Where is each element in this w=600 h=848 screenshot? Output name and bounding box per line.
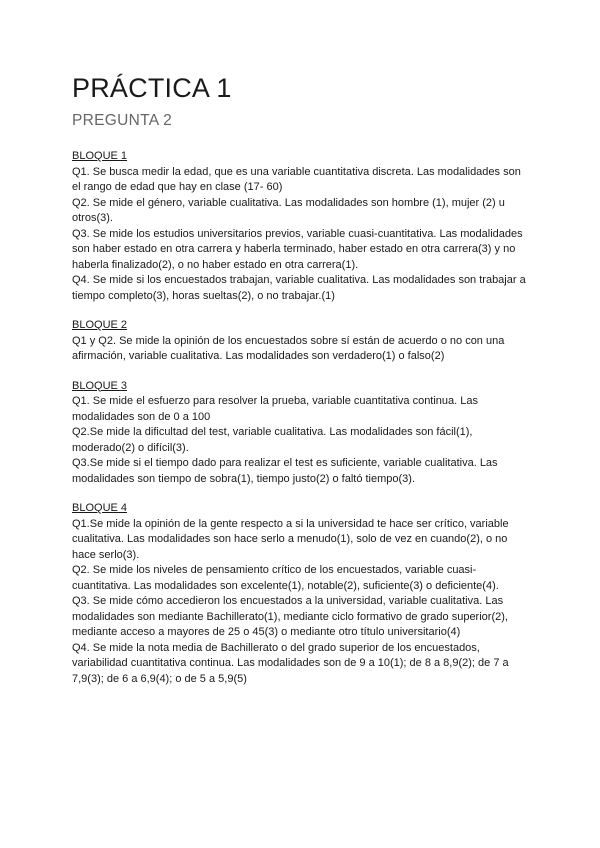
block-4-q2: Q2. Se mide los niveles de pensamiento crítico de los encuestados, variable cuasi-cuantitativa. Las modalidades son excelente(1), notable(2), suficiente(3) o deficiente(4).: [72, 564, 499, 592]
document-title: PRÁCTICA 1: [72, 73, 232, 103]
blocks-container: [72, 149, 532, 687]
block-1: [72, 149, 532, 304]
block-3-q1: Q1. Se mide el esfuerzo para resolver la prueba, variable cuantitativa continua. Las modalidades son de 0 a 100: [72, 395, 479, 423]
block-3: [72, 379, 532, 488]
block-2: [72, 318, 532, 365]
document-page: [72, 72, 532, 701]
block-3-q3: Q3.Se mide si el tiempo dado para realizar el test es suficiente, variable cualitativa. Las modalidades son tiempo de sobra(1), tiempo justo(2) o faltó tiempo(3).: [72, 457, 498, 485]
document-subtitle: PREGUNTA 2: [72, 112, 173, 129]
block-heading: BLOQUE 3: [72, 379, 128, 392]
block-heading: BLOQUE 2: [72, 319, 128, 331]
block-4-q1: Q1.Se mide la opinión de la gente respecto a si la universidad te hace ser crítico, variable cualitativa. Las modalidades son hace serlo a menudo(1), solo de vez en cuando(2), o no hace serlo(3).: [72, 517, 509, 561]
block-1-q2: Q2. Se mide el género, variable cualitativa. Las modalidades son hombre (1), mujer (2) u otros(3).: [72, 196, 505, 224]
block-4-q4: Q4. Se mide la nota media de Bachillerato o del grado superior de los encuestados, variabilidad cuantitativa continua. Las modalidades son de 9 a 10(1); de 8 a 8,9(2); de 7 a 7,9(3); de 6 a 6,9(4); o de 5 a 5,9(5): [72, 641, 509, 685]
block-heading: BLOQUE 1: [72, 150, 128, 162]
block-4-q3: Q3. Se mide cómo accedieron los encuestados a la universidad, variable cualitativa. Las modalidades son mediante Bachillerato(1), mediante ciclo formativo de grado superior(2), mediante acceso a mayores de 25 o 45(3) o mediante otro título universitario(4): [72, 595, 508, 638]
block-1-q1: Q1. Se busca medir la edad, que es una variable cuantitativa discreta. Las modalidades son el rango de edad que hay en clase (17- 60): [72, 165, 521, 193]
block-heading: BLOQUE 4: [72, 502, 128, 514]
block-2-q1-q2: Q1 y Q2. Se mide la opinión de los encuestados sobre sí están de acuerdo o no con una afirmación, variable cualitativa. Las modalidades son verdadero(1) o falso(2): [72, 334, 505, 362]
block-3-q2: Q2.Se mide la dificultad del test, variable cualitativa. Las modalidades son fácil(1), moderado(2) o difícil(3).: [72, 426, 473, 454]
block-4: [72, 501, 532, 687]
block-1-q3: Q3. Se mide los estudios universitarios previos, variable cuasi-cuantitativa. Las modalidades son haber estado en otra carrera y haberla terminado, haber estado en otra carrera(3) y no haberla finalizado(2), o no haber estado en otra carrera(1).: [72, 227, 523, 271]
block-1-q4: Q4. Se mide si los encuestados trabajan, variable cualitativa. Las modalidades son trabajar a tiempo completo(3), horas sueltas(2), o no trabajar.(1): [72, 274, 526, 302]
